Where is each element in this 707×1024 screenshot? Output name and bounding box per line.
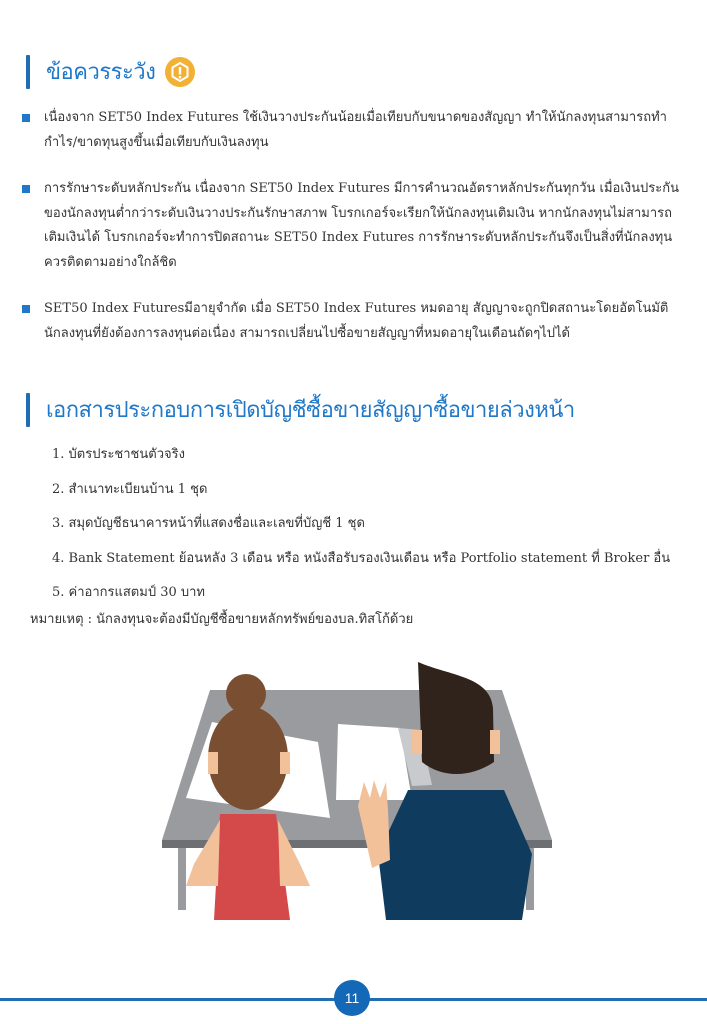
list-item: 1. บัตรประชาชนตัวจริง	[52, 447, 185, 462]
bullet-square-icon	[22, 114, 30, 122]
section-heading-documents	[26, 392, 575, 427]
heading-accent-bar	[26, 55, 30, 89]
page-number: 11	[334, 980, 370, 1016]
section-title: เอกสารประกอบการเปิดบัญชีซื้อขายสัญญาซื้อขายล่วงหน้า	[46, 398, 575, 423]
list-item: 5. ค่าอากรแสตมป์ 30 บาท	[52, 585, 205, 600]
documents-list	[52, 438, 670, 611]
bullet-square-icon	[22, 185, 30, 193]
heading-accent-bar	[26, 393, 30, 427]
two-people-at-desk-illustration	[150, 650, 570, 924]
warning-icon	[165, 57, 195, 87]
section-heading-cautions	[26, 54, 195, 89]
list-item: 2. สำเนาทะเบียนบ้าน 1 ชุด	[52, 481, 208, 497]
list-item: SET50 Index Futuresมีอายุจำกัด เมื่อ SET50 Index Futures หมดอายุ สัญญาจะถูกปิดสถานะโดยอัตโนมัติ นักลงทุนที่ยังต้องการลงทุนต่อเนื่อง สามารถเปลี่ยนไปซื้อขายสัญญาที่หมดอายุในเดือนถัดๆไปได้	[22, 297, 682, 346]
list-item: การรักษาระดับหลักประกัน เนื่องจาก SET50 Index Futures มีการคำนวณอัตราหลักประกันทุกวัน เมื่อเงินประกันของนักลงทุนต่ำกว่าระดับเงินวางประกันรักษาสภาพ โบรกเกอร์จะเรียกให้นักลงทุนเติมเงิน หากนักลงทุนไม่สามารถเติมเงินได้ โบรกเกอร์จะทำการปิดสถานะ SET50 Index Futures การรักษาระดับหลักประกันจึงเป็นสิ่งที่นักลงทุนควรติดตามอย่างใกล้ชิด	[22, 177, 682, 275]
cautions-list	[22, 106, 682, 346]
note-text: หมายเหตุ : นักลงทุนจะต้องมีบัญชีซื้อขายหลักทรัพย์ของบล.ทิสโก้ด้วย	[30, 612, 414, 627]
list-item: 4. Bank Statement ย้อนหลัง 3 เดือน หรือ หนังสือรับรองเงินเดือน หรือ Portfolio statement ที่ Broker อื่น	[52, 550, 671, 566]
section-title: ข้อควรระวัง	[46, 60, 156, 85]
list-item: 3. สมุดบัญชีธนาคารหน้าที่แสดงชื่อและเลขที่บัญชี 1 ชุด	[52, 516, 365, 531]
list-item: เนื่องจาก SET50 Index Futures ใช้เงินวางประกันน้อยเมื่อเทียบกับขนาดของสัญญา ทำให้นักลงทุนสามารถทำกำไร/ขาดทุนสูงขึ้นเมื่อเทียบกับเงินลงทุน	[22, 106, 682, 155]
bullet-square-icon	[22, 305, 30, 313]
